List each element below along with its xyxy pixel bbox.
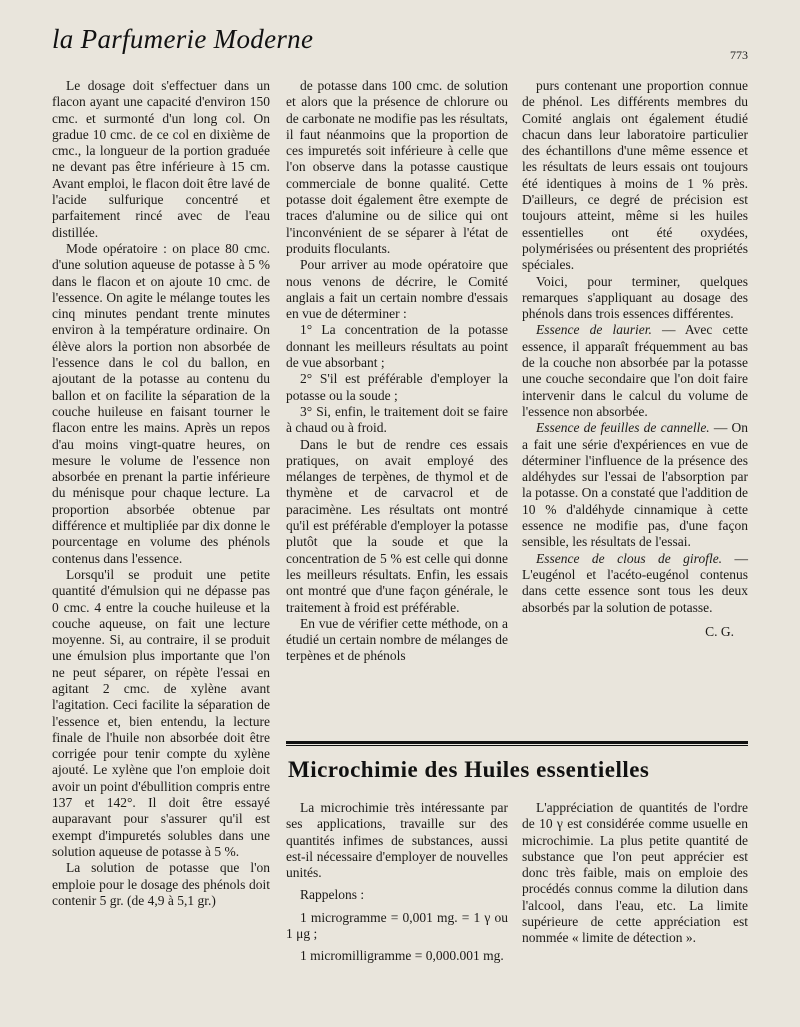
- paragraph: purs contenant une proportion connue de phénol. Les différents membres du Comité anglais ont également étudié chacun dans leur laboratoire particulier des échantillons d'une même essence et les résultats de leurs essais ont toujours été identiques à moins de 1 % près. D'ailleurs, ce degré de précision est toujours atteint, même si les huiles essentielles ont été oxydées, polymérisées ou présentent des propriétés spéciales.: [522, 78, 748, 273]
- paragraph: de potasse dans 100 cmc. de solution et alors que la présence de chlorure ou de carbonate ne modifie pas les résultats, il faut néanmoins que la proportion de ces impuretés soit inférieure à celle que l'on observe dans la potasse caustique commerciale de bonne qualité. Cette potasse doit également être exempte de traces d'alumine ou de silice qui ont l'inconvénient de se séparer à l'état de produits floculants.: [286, 78, 508, 256]
- paragraph: Le dosage doit s'effectuer dans un flacon ayant une capacité d'environ 150 cmc. et surmonté d'un long col. On gradue 10 cmc. de ce col en dixième de cmc., la longueur de la portion graduée ne devant pas être inférieure à 15 cm. Avant emploi, le flacon doit être lavé de l'acide sulfurique concentré et parfaitement rincé avec de l'eau distillée.: [52, 78, 270, 240]
- paragraph: En vue de vérifier cette méthode, on a étudié un certain nombre de mélanges de terpènes et de phénols: [286, 615, 508, 664]
- section-title: Microchimie des Huiles essentielles: [288, 757, 650, 782]
- section-divider: [286, 741, 748, 744]
- essence-text: — Avec cette essence, il apparaît fréquemment au bas de la couche non absorbée par la potasse une couche secondaire que l'on doit faire intervenir dans le calcul du volume de l'essence non absorbée.: [522, 322, 748, 419]
- paragraph: Lorsqu'il se produit une petite quantité d'émulsion qui ne dépasse pas 0 cmc. 4 entre la couche huileuse et la couche aqueuse, on fait une lecture moyenne. Si, au contraire, il se produit une émulsion plus importante que l'on ne peut séparer, on répète l'essai en agitant 2 cmc. de xylène avant l'agitation. Ceci facilite la séparation de l'essence et, bien entendu, la lecture finale de l'huile non absorbée doit être corrigée pour tenir compte du xylène ajouté. Le xylène que l'on emploie doit avoir un point d'ébullition compris entre 137 et 142°. Il doit être essayé auparavant pour s'assurer qu'il est exempt d'impuretés solubles dans une solution aqueuse de potasse à 5 %.: [52, 566, 270, 859]
- essence-title: Essence de clous de girofle.: [536, 550, 723, 566]
- unit-definition: 1 micromilligramme = 0,000.001 mg.: [300, 948, 504, 964]
- section-column-right: [522, 800, 748, 947]
- section-divider-thin: [286, 745, 748, 746]
- paragraph-girofle: [522, 551, 748, 616]
- paragraph: Pour arriver au mode opératoire que nous venons de décrire, le Comité anglais a fait un certain nombre d'essais en vue de déterminer :: [286, 257, 508, 322]
- paragraph: Dans le but de rendre ces essais pratiques, on avait employé des mélanges de terpènes, de thymol et de thymène et de carvacrol et de paracimène. Les résultats ont montré qu'il est préférable d'employer la potasse plutôt que la soude et que la concentration de 5 % est celle qui donne les meilleurs résultats. Enfin, les essais ont montré que d'une façon générale, le traitement à froid est préférable.: [286, 436, 508, 615]
- page-number: 773: [730, 48, 748, 62]
- paragraph: La microchimie très intéressante par ses applications, travaille sur des quantités infimes de substances, aussi est-il nécessaire d'employer de nouvelles unités.: [286, 800, 508, 881]
- paragraph: Voici, pour terminer, quelques remarques s'appliquant au dosage des phénols dans trois essences différentes.: [522, 273, 748, 322]
- paragraph: L'appréciation de quantités de l'ordre de 10 γ est considérée comme usuelle en microchimie. La plus petite quantité de substance que l'on peut apprécier est donc très faible, mais on emploie des procédés connus comme la dilution dans l'alcool, dans l'eau, etc. La limite supérieure de cette appréciation est nommée « limite de détection ».: [522, 800, 748, 946]
- article-column-1: [52, 78, 270, 909]
- paragraph: 2° S'il est préférable d'employer la potasse ou la soude ;: [286, 371, 508, 403]
- essence-title: Essence de feuilles de cannelle.: [536, 420, 710, 436]
- paragraph: 3° Si, enfin, le traitement doit se faire à chaud ou à froid.: [286, 403, 508, 436]
- paragraph: Mode opératoire : on place 80 cmc. d'une solution aqueuse de potasse à 5 % dans le flacon et on ajoute 10 cmc. de l'essence. On agite le mélange toutes les cinq minutes pendant trente minutes environ à la température ordinaire. On élève alors la portion non absorbée de l'essence dans le col du ballon, en ajoutant de la potasse au contenu du ballon et on facilite la séparation de la couche huileuse en faisant tourner le flacon entre les mains. Après un repos d'au moins vingt-quatre heures, on mesure le volume de l'essence non absorbée en prenant la partie inférieure du ménisque pour chaque lecture. La proportion absorbée obtenue par différence et multipliée par dix donne le pourcentage en volume des phénols contenus dans l'essence.: [52, 240, 270, 566]
- essence-text: — L'eugénol et l'acéto-eugénol contenus dans cette essence sont tous les deux absorbés par la solution de potasse.: [522, 550, 748, 615]
- essence-title: Essence de laurier.: [536, 322, 652, 338]
- article-column-2: [286, 78, 508, 665]
- journal-masthead: la Parfumerie Moderne: [52, 24, 314, 54]
- section-column-left: [286, 800, 508, 965]
- article-column-3: [522, 78, 748, 640]
- essence-text: — On a fait une série d'expériences en vue de déterminer l'influence de la présence des aldéhydes sur l'essai de l'absorption par la potasse. On a constaté que l'addition de 10 % d'aldéhyde cinnamique à cette essence ne modifie pas, d'une façon sensible, les résultats de l'essai.: [522, 420, 748, 550]
- unit-definition: 1 microgramme = 0,001 mg. = 1 γ ou 1 μg ;: [286, 909, 508, 942]
- paragraph: Rappelons :: [300, 887, 365, 903]
- author-signature: C. G.: [705, 623, 734, 639]
- paragraph-laurier: [522, 322, 748, 420]
- paragraph-cannelle: [522, 420, 748, 550]
- paragraph: 1° La concentration de la potasse donnant les meilleurs résultats au point de vue absorbant ;: [286, 322, 508, 371]
- paragraph: La solution de potasse que l'on emploie pour le dosage des phénols doit contenir 5 gr. (de 4,9 à 5,1 gr.): [52, 860, 270, 908]
